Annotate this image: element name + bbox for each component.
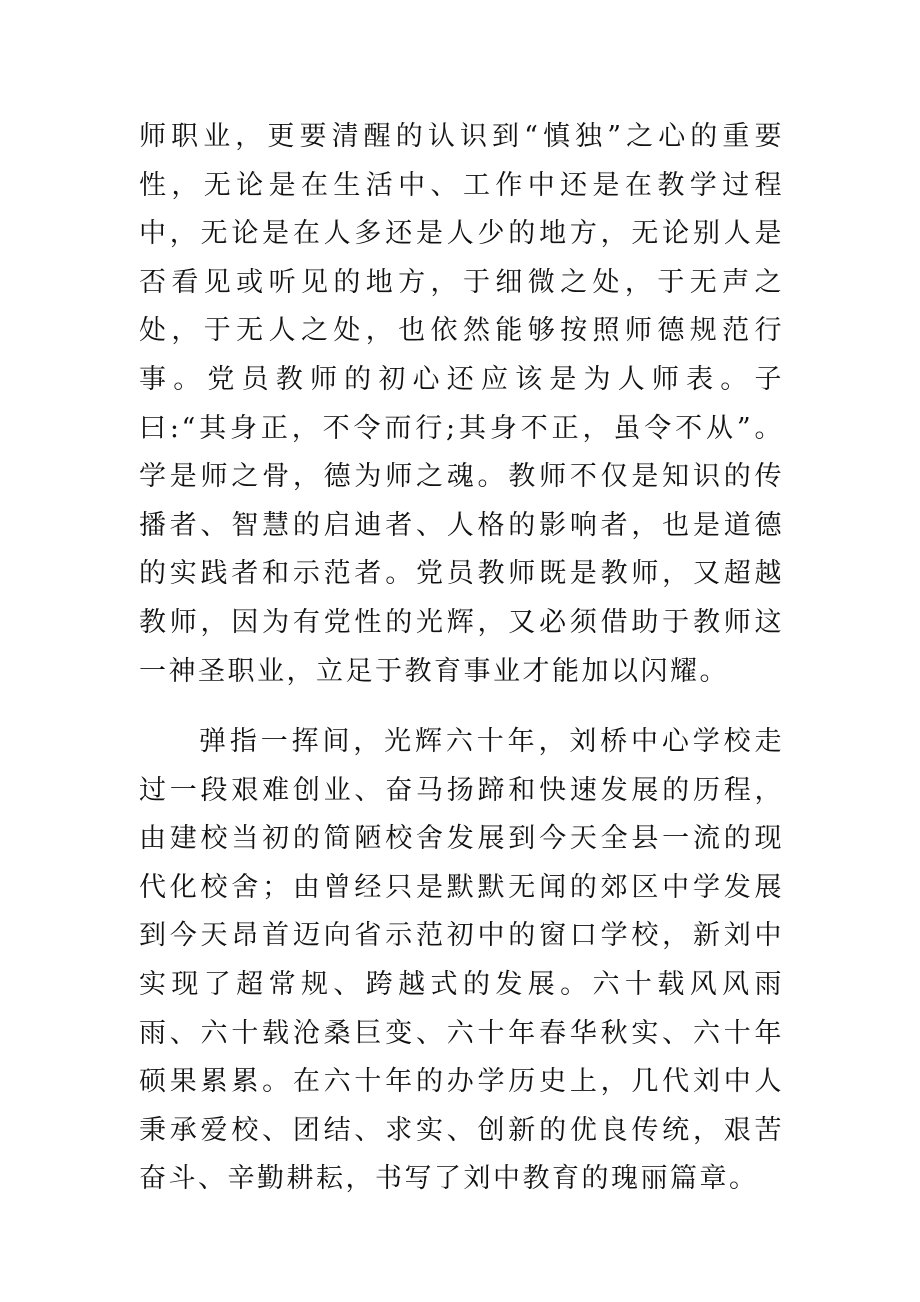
- paragraph-1: 师职业，更要清醒的认识到“慎独”之心的重要性，无论是在生活中、工作中还是在教学过程中，无论是在人多还是人少的地方，无论别人是否看见或听见的地方，于细微之处，于无声之处，于无人之处，也依然能够按照师德规范行事。党员教师的初心还应该是为人师表。子曰:“其身正，不令而行;其身不正，虽令不从”。学是师之骨，德为师之魂。教师不仅是知识的传播者、智慧的启迪者、人格的影响者，也是道德的实践者和示范者。党员教师既是教师，又超越教师，因为有党性的光辉，又必须借助于教师这一神圣职业，立足于教育事业才能加以闪耀。: [139, 121, 784, 687]
- paragraph-2: 弹指一挥间，光辉六十年，刘桥中心学校走过一段艰难创业、奋马扬蹄和快速发展的历程，由建校当初的简陋校舍发展到今天全县一流的现代化校舍；由曾经只是默默无闻的郊区中学发展到今天昂首迈向省示范初中的窗口学校，新刘中实现了超常规、跨越式的发展。六十载风风雨雨、六十载沧桑巨变、六十年春华秋实、六十年硕果累累。在六十年的办学历史上，几代刘中人秉承爱校、团结、求实、创新的优良传统，艰苦奋斗、辛勤耕耘，书写了刘中教育的瑰丽篇章。: [139, 726, 784, 1195]
